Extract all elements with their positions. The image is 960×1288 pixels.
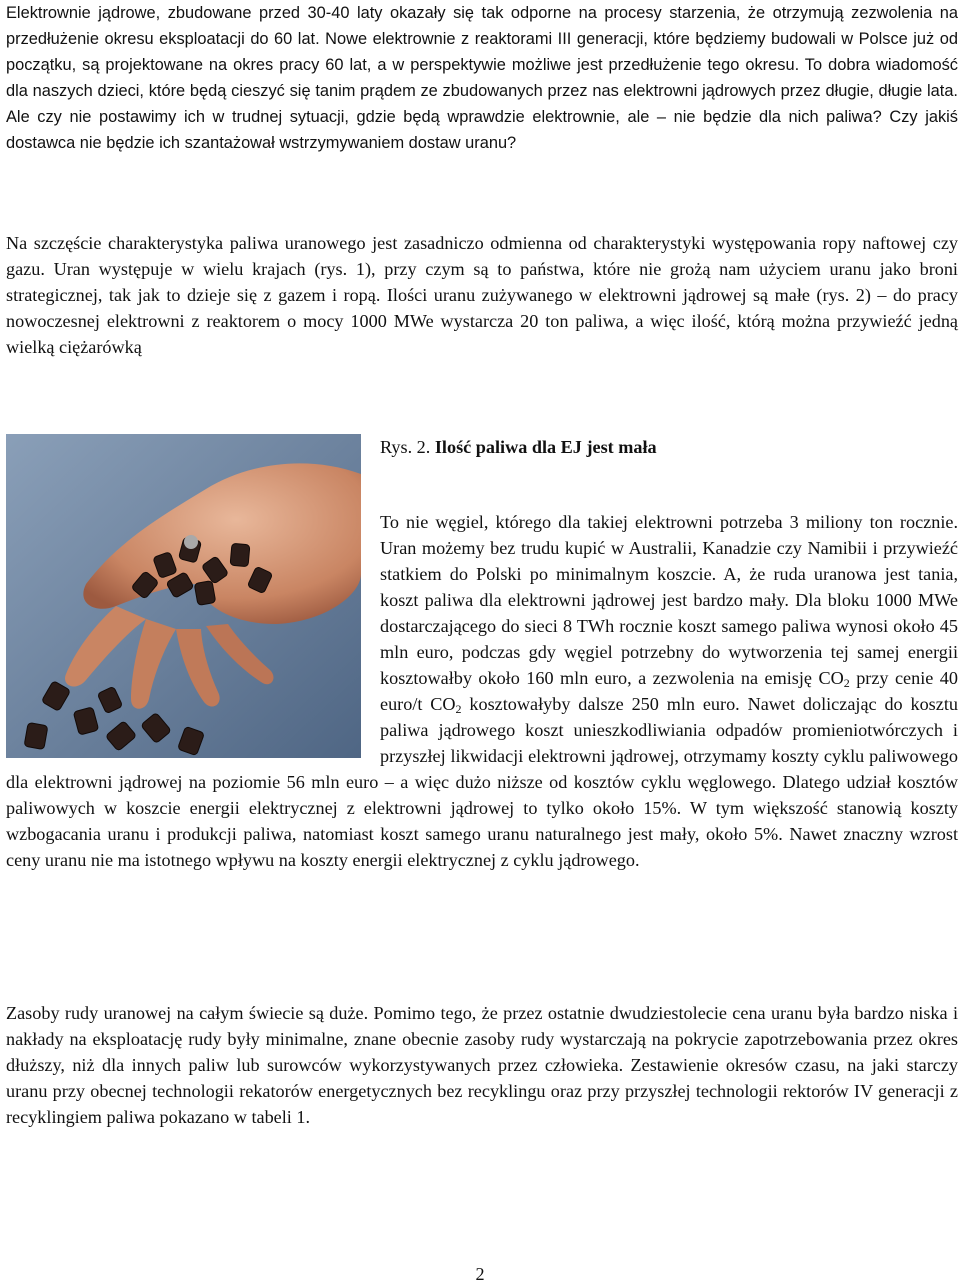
fuel-cost-text-1: To nie węgiel, którego dla takiej elektrowni potrzeba 3 miliony ton rocznie. Uran możemy bez trudu kupić w Australii, Kanadzie czy Namibii i przywieźć statkiem do Polski po minimalnym koszcie. A, że ruda uranowa jest tania, koszt paliwa dla elektrowni jądrowej jest bardzo mały. Dla bloku 1000 MWe dostarczającego do sieci 8 TWh rocznie koszt samego paliwa wynosi około 45 mln euro, podczas gdy węgiel potrzebny do wytworzenia tej samej energii kosztowałby około 160 mln euro, a zezwolenia na emisję CO xyxy=(380,512,958,688)
fuel-cost-text-3: kosztowałyby dalsze 250 mln euro. Nawet doliczając do kosztu paliwa jądrowego koszt unieszkodliwiania odpadów promieniotwórczych i przyszłej likwidacji elektrowni jądrowej, otrzymamy koszty cyklu paliwowego dla elektrowni jądrowej na poziomie 56 mln euro – a więc dużo niższe od kosztów cyklu węglowego. Dlatego udział kosztów paliwowych w koszcie energii elektrycznej z elektrowni jądrowej to tylko około 15%. W tym większość stanowią koszty wzbogacania uranu i produkcji paliwa, natomiast koszt samego uranu naturalnego jest mały, około 5%. Nawet znaczny wzrost ceny uranu nie ma istotnego wpływu na koszty energii elektrycznej z cyklu jądrowego. xyxy=(6,694,958,870)
caption-prefix: Rys. 2. xyxy=(380,437,431,457)
figure-wrap-space xyxy=(6,509,380,759)
paragraph-reactor-lifetime: Elektrownie jądrowe, zbudowane przed 30-40 laty okazały się tak odporne na procesy starzenia, że otrzymują zezwolenia na przedłużenie okresu eksploatacji do 60 lat. Nowe elektrownie z reaktorami III generacji, które będziemy budowali w Polsce już od początku, są projektowane na okres pracy 60 lat, a w perspektywie możliwe jest przedłużenie tego okresu. To dobra wiadomość dla naszych dzieci, które będą cieszyć się tanim prądem ze zbudowanych przez nas elektrowni jądrowych przez długie, długie lata. Ale czy nie postawimy ich w trudnej sytuacji, gdzie będą wprawdzie elektrownie, ale – nie będzie dla nich paliwa? Czy jakiś dostawca nie będzie ich szantażował wstrzymywaniem dostaw uranu? xyxy=(6,4,958,152)
figure-caption xyxy=(380,434,958,460)
co2-subscript-2: 2 xyxy=(455,702,462,716)
caption-title: Ilość paliwa dla EJ jest mała xyxy=(434,437,657,457)
paragraph-fuel-cost xyxy=(6,509,958,873)
paragraph-uranium-availability: Na szczęście charakterystyka paliwa uranowego jest zasadniczo odmienna od charakterystyki występowania ropy naftowej czy gazu. Uran występuje w wielu krajach (rys. 1), przy czym są to państwa, które nie grożą nam użyciem uranu jako broni strategicznej, tak jak to dzieje się z gazem i ropą. Ilości uranu zużywanego w elektrowni jądrowej są małe (rys. 2) – do pracy nowoczesnej elektrowni z reaktorem o mocy 1000 MWe wystarcza 20 ton paliwa, a więc ilość, którą można przywieźć jedną wielką ciężarówką xyxy=(6,233,958,357)
co2-subscript-1: 2 xyxy=(843,676,850,690)
page-number: 2 xyxy=(475,1264,485,1284)
paragraph-uranium-resources: Zasoby rudy uranowej na całym świecie są duże. Pomimo tego, że przez ostatnie dwudziestolecie cena uranu była bardzo niska i nakłady na eksploatację rudy były minimalne, znane obecnie zasoby rudy wystarczają na pokrycie zapotrzebowania przez okres dłuższy, niż dla innych paliw lub surowców wykorzystywanych przez człowieka. Zestawienie okresów czasu, na jaki starczy uranu przy obecnej technologii rekatorów energetycznych bez recyklingu oraz przy przyszłej technologii rektorów IV generacji z recyklingiem paliwa pokazano w tabeli 1. xyxy=(6,1003,958,1127)
fuel-cost-text-2: przy cenie 40 euro/t CO xyxy=(380,668,958,714)
